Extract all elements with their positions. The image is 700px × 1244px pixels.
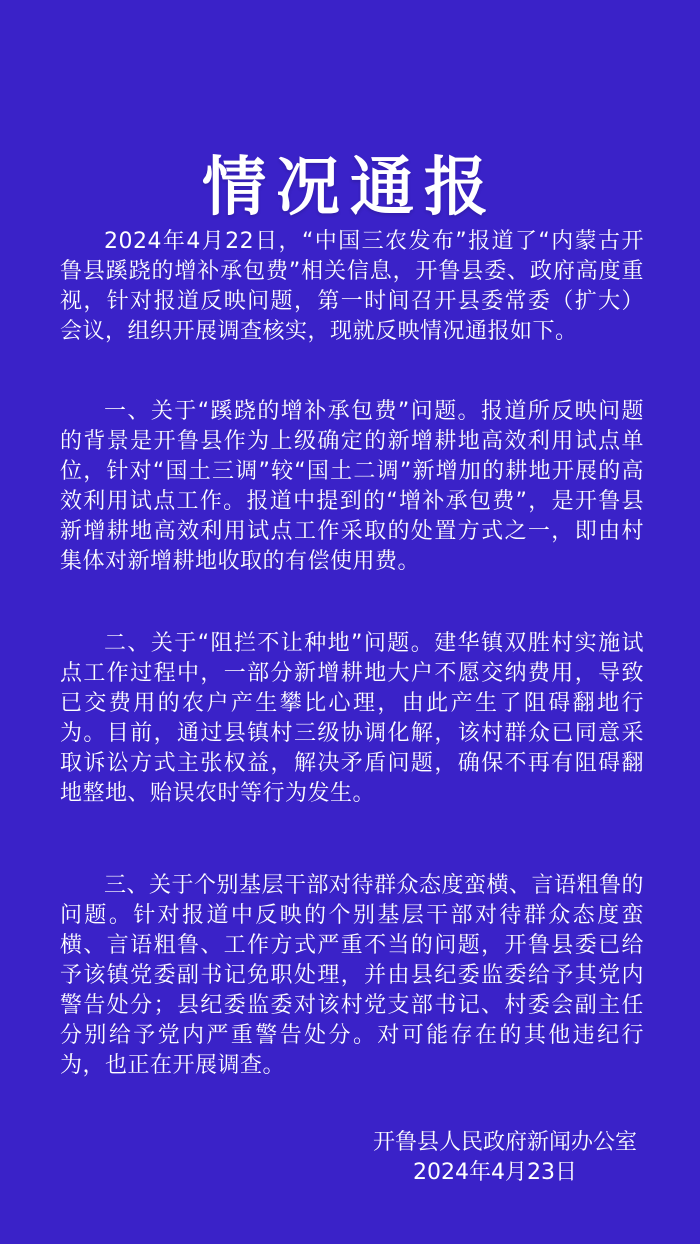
signature-org: 开鲁县人民政府新闻办公室 xyxy=(372,1130,637,1155)
paragraph-text: 三、关于个别基层干部对待群众态度蛮横、言语粗鲁的问题。针对报道中反映的个别基层干部对待群众态度蛮横、言语粗鲁、工作方式严重不当的问题，开鲁县委已给予该镇党委副书记免职处理，并由县纪委监委给予其党内警告处分；县纪委监委对该村党支部书记、村委会副主任分别给予党内严重警告处分。对可能存在的其他违纪行为，也正在开展调查。 xyxy=(60,873,645,1078)
paragraph-section-two xyxy=(60,629,644,809)
page-title: 情况通报 xyxy=(202,150,498,225)
paragraph-text: 2024年4月22日，“中国三农发布”报道了“内蒙古开鲁县蹊跷的增补承包费”相关信息，开鲁县委、政府高度重视，针对报道反映问题，第一时间召开县委常委（扩大）会议，组织开展调查核实，现就反映情况通报如下。 xyxy=(60,229,644,344)
paragraph-intro xyxy=(60,227,644,347)
paragraph-text: 一、关于“蹊跷的增补承包费”问题。报道所反映问题的背景是开鲁县作为上级确定的新增耕地高效利用试点单位，针对“国土三调”较“国土二调”新增加的耕地开展的高效利用试点工作。报道中提到的“增补承包费”，是开鲁县新增耕地高效利用试点工作采取的处置方式之一，即由村集体对新增耕地收取的有偿使用费。 xyxy=(60,399,644,574)
paragraph-section-three xyxy=(60,871,644,1081)
paragraph-section-one xyxy=(60,397,644,577)
signature-date: 2024年4月23日 xyxy=(413,1160,577,1185)
paragraph-text: 二、关于“阻拦不让种地”问题。建华镇双胜村实施试点工作过程中，一部分新增耕地大户不愿交纳费用，导致已交费用的农户产生攀比心理，由此产生了阻碍翻地行为。目前，通过县镇村三级协调化解，该村群众已同意采取诉讼方式主张权益，解决矛盾问题，确保不再有阻碍翻地整地、贻误农时等行为发生。 xyxy=(60,631,644,806)
signature-block xyxy=(373,1128,637,1188)
